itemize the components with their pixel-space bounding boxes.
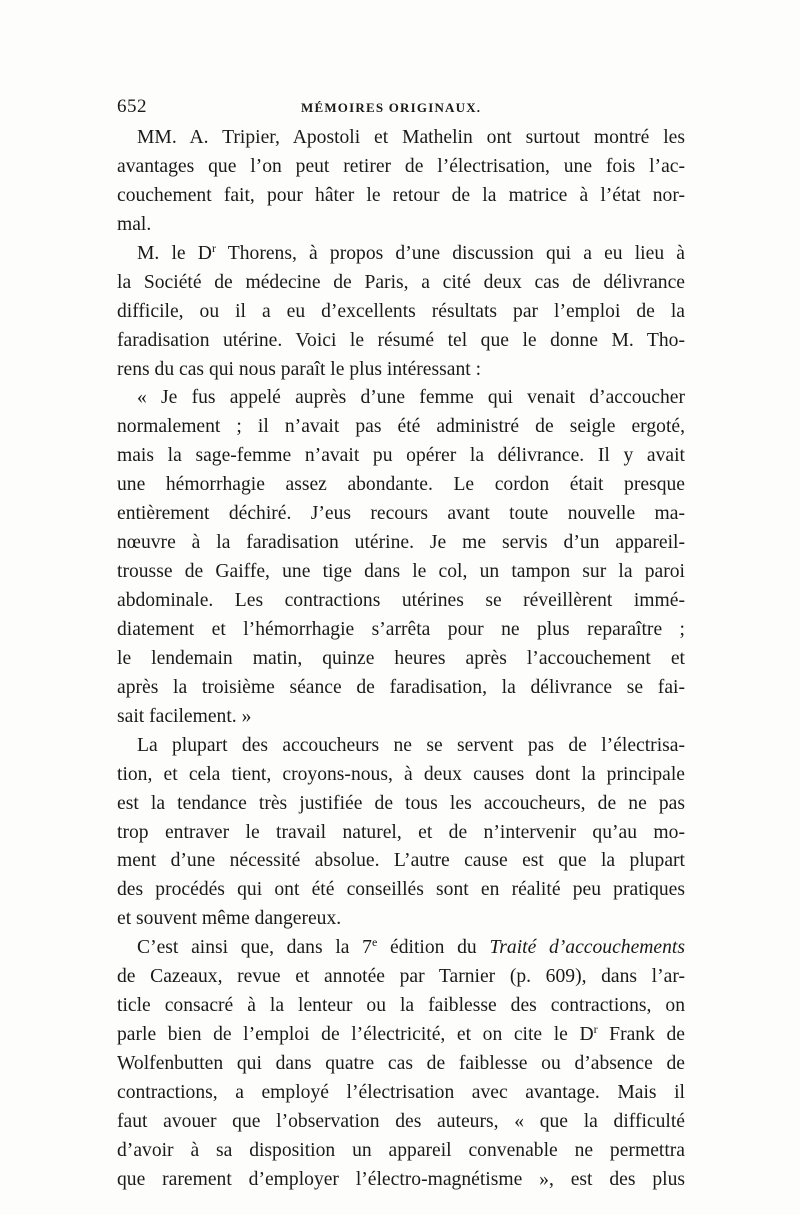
text-line: M. le $D^r$ Thorens, à propos d’une discussion qui a eu lieu à (137, 240, 685, 264)
text-line: rens du cas qui nous paraît le plus intéressant : (117, 358, 482, 380)
text-line: mal. (117, 213, 152, 235)
text-line: faut avouer que l’observation des auteurs, « que la difficulté (117, 1110, 685, 1132)
text-line: est la tendance très justifiée de tous les accoucheurs, de ne pas (117, 792, 685, 814)
text-line: entièrement déchiré. J’eus recours avant toute nouvelle ma- (117, 503, 685, 525)
text-line: et souvent même dangereux. (117, 908, 342, 930)
text-line: couchement fait, pour hâter le retour de la matrice à l’état nor- (117, 184, 685, 206)
text-line: avantages que l’on peut retirer de l’électrisation, une fois l’ac- (117, 155, 685, 177)
text-line: contractions, a employé l’électrisation avec avantage. Mais il (117, 1081, 685, 1103)
body-text (117, 124, 685, 1195)
text-line: trousse de Gaiffe, une tige dans le col, un tampon sur la paroi (117, 561, 685, 583)
text-line: une hémorrhagie assez abondante. Le cordon était presque (117, 474, 685, 496)
book-title: Traité d’accouchements (489, 937, 685, 959)
text-line: que rarement d’employer l’électro-magnétisme », est des plus (117, 1168, 685, 1190)
text-line: abdominale. Les contractions utérines se réveillèrent immé- (117, 590, 685, 611)
text-line: normalement ; il n’avait pas été administré de seigle ergoté, (117, 416, 685, 438)
text-line: « Je fus appelé auprès d’une femme qui venait d’accoucher (137, 387, 685, 409)
text-line: des procédés qui ont été conseillés sont en réalité peu pratiques (117, 879, 685, 901)
text-line: parle bien de l’emploi de l’électricité, et on cite le $D^r$ Frank de (117, 1022, 685, 1046)
running-head: MÉMOIRES ORIGINAUX. (301, 100, 482, 115)
text-line: trop entraver le travail naturel, et de n’intervenir qu’au mo- (117, 821, 685, 843)
page-header (117, 96, 687, 124)
text-line: diatement et l’hémorrhagie s’arrêta pour ne plus reparaître ; (117, 618, 685, 640)
text-line: difficile, ou il a eu d’excellents résultats par l’emploi de la (117, 300, 685, 322)
text-line: le lendemain matin, quinze heures après l’accouchement et (117, 647, 685, 669)
text-line: MM. A. Tripier, Apostoli et Mathelin ont surtout montré les (137, 127, 685, 148)
text-line: la Société de médecine de Paris, a cité deux cas de délivrance (117, 271, 685, 293)
page-number: 652 (117, 96, 147, 117)
text-line: mais la sage-femme n’avait pu opérer la délivrance. Il y avait (117, 445, 685, 467)
text-line: ment d’une nécessité absolue. L’autre cause est que la plupart (117, 850, 685, 872)
text-line: C’est ainsi que, dans la 7e édition du Traité d’accouchements (137, 935, 685, 959)
text-line: après la troisième séance de faradisation, la délivrance se fai- (117, 676, 685, 698)
text-line: Wolfenbutten qui dans quatre cas de faiblesse ou d’absence de (117, 1053, 685, 1074)
text-line: d’avoir à sa disposition un appareil convenable ne permettra (117, 1139, 685, 1161)
text-line: sait facilement. » (117, 705, 252, 727)
text-line: La plupart des accoucheurs ne se servent pas de l’électrisa- (137, 734, 685, 756)
text-line: tion, et cela tient, croyons-nous, à deux causes dont la principale (117, 763, 685, 785)
text-line: faradisation utérine. Voici le résumé tel que le donne M. Tho- (117, 329, 685, 351)
text-line: nœuvre à la faradisation utérine. Je me servis d’un appareil- (117, 532, 685, 554)
text-line: de Cazeaux, revue et annotée par Tarnier (p. 609), dans l’ar- (117, 966, 685, 988)
text-line: ticle consacré à la lenteur ou la faiblesse des contractions, on (117, 995, 685, 1017)
